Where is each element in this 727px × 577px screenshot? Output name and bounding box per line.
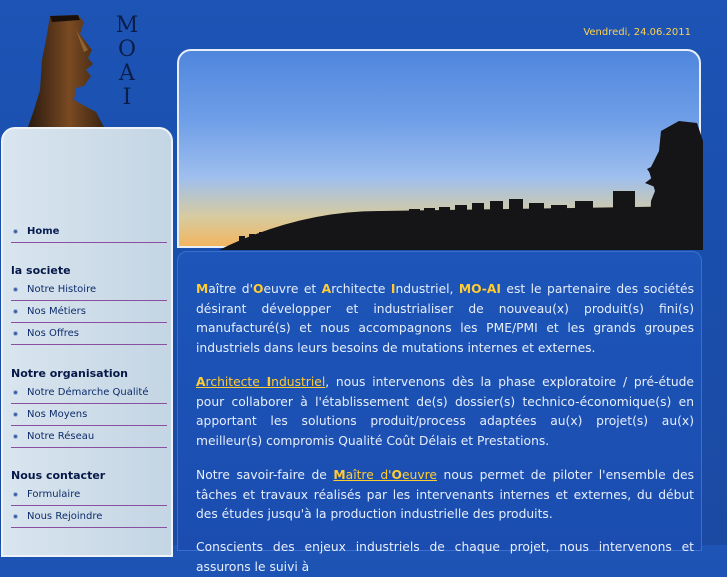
logo-letter: A <box>119 61 135 86</box>
nav-item-label: Nos Offres <box>27 328 80 339</box>
initial-letter: O <box>252 282 264 296</box>
site-logo[interactable] <box>0 0 178 127</box>
logo-letter: O <box>117 37 137 62</box>
nav-item-notre-histoire[interactable] <box>11 279 167 301</box>
maitre-oeuvre-paragraph <box>196 466 694 525</box>
nav-item-demarche-qualite[interactable] <box>11 382 167 404</box>
text-fragment: est le partenaire des sociétés désirant développer et industrialiser de nouveau(x) produit(s) fini(s) manufacturé(s) et nous accompagnons les PME/PMI et les grands groupes industriels dans leurs besoins de mutations internes et externes. <box>196 282 694 355</box>
banner-image <box>177 49 701 248</box>
architecte-industriel-link[interactable] <box>196 375 325 389</box>
text-fragment: Notre savoir-faire de <box>196 468 334 482</box>
initial-letter: O <box>391 468 402 482</box>
nav-section-title: Notre organisation <box>11 367 129 380</box>
nav-item-nos-offres[interactable] <box>11 323 167 345</box>
bullet-icon <box>13 331 18 336</box>
text-fragment: nous permet de piloter l'ensemble des tâches et travaux réalisés par les intervenants internes et externes, du début des études jusqu'à la production industrielle des produits. <box>196 468 694 522</box>
nav-item-label: Notre Réseau <box>27 431 95 442</box>
nav-item-label: Nos Moyens <box>27 409 88 420</box>
nav-item-formulaire[interactable] <box>11 484 167 506</box>
nav-item-label: Formulaire <box>27 489 81 500</box>
bullet-icon <box>13 390 18 395</box>
logo-letter: I <box>122 85 132 110</box>
text-fragment: euvre et <box>263 282 322 296</box>
initial-letter: M <box>333 468 346 482</box>
initial-letter: A <box>196 375 206 389</box>
nav-item-nos-moyens[interactable] <box>11 404 167 426</box>
text-fragment: aître d' <box>208 282 253 296</box>
main-content <box>177 251 702 574</box>
logo-letters <box>112 14 142 110</box>
intro-paragraph <box>196 280 694 358</box>
link-fragment: ndustriel <box>271 375 326 389</box>
nav-item-nous-rejoindre[interactable] <box>11 506 167 528</box>
text-fragment: rchitecte <box>331 282 391 296</box>
link-fragment: rchitecte <box>205 375 267 389</box>
nav-item-notre-reseau[interactable] <box>11 426 167 448</box>
bullet-icon <box>13 229 18 234</box>
sidebar-nav <box>1 127 173 557</box>
initial-letter: I <box>390 282 396 296</box>
current-date: Vendredi, 24.06.2011 <box>583 27 691 38</box>
nav-item-home[interactable] <box>11 221 167 243</box>
moai-head-logo-image <box>0 0 110 127</box>
nav-section-title: la societe <box>11 264 71 277</box>
bullet-icon <box>13 412 18 417</box>
initial-letter: I <box>266 375 272 389</box>
bullet-icon <box>13 309 18 314</box>
link-fragment: euvre <box>401 468 437 482</box>
moai-row-silhouette-image <box>179 51 703 250</box>
nav-item-label: Notre Démarche Qualité <box>27 387 149 398</box>
nav-item-label: Nos Métiers <box>27 306 86 317</box>
nav-item-label: Nous Rejoindre <box>27 511 103 522</box>
text-fragment: , nous intervenons dès la phase exploratoire / pré-étude pour collaborer à l'établissement de(s) dossier(s) technico-économique(s) en apportant les solutions produit/process adaptées au(x) projet(s) au(x) meilleur(s) compromis Qualité Coût Délais et Prestations. <box>196 375 694 448</box>
brand-name: MO-AI <box>458 282 502 296</box>
bullet-icon <box>13 492 18 497</box>
initial-letter: M <box>196 282 209 296</box>
bullet-icon <box>13 287 18 292</box>
enjeux-paragraph: Conscients des enjeux industriels de chaque projet, nous intervenons et assurons le suivi à <box>196 540 694 574</box>
bullet-icon <box>13 514 18 519</box>
nav-item-nos-metiers[interactable] <box>11 301 167 323</box>
nav-item-label: Home <box>27 226 60 237</box>
logo-letter: M <box>115 13 139 38</box>
nav-section-title: Nous contacter <box>11 469 106 482</box>
link-fragment: aître d' <box>345 468 392 482</box>
initial-letter: A <box>321 282 332 296</box>
bullet-icon <box>13 434 18 439</box>
architecte-paragraph <box>196 373 694 451</box>
nav-item-label: Notre Histoire <box>27 284 97 295</box>
text-fragment: ndustriel, <box>395 282 459 296</box>
maitre-oeuvre-link[interactable] <box>333 468 437 482</box>
